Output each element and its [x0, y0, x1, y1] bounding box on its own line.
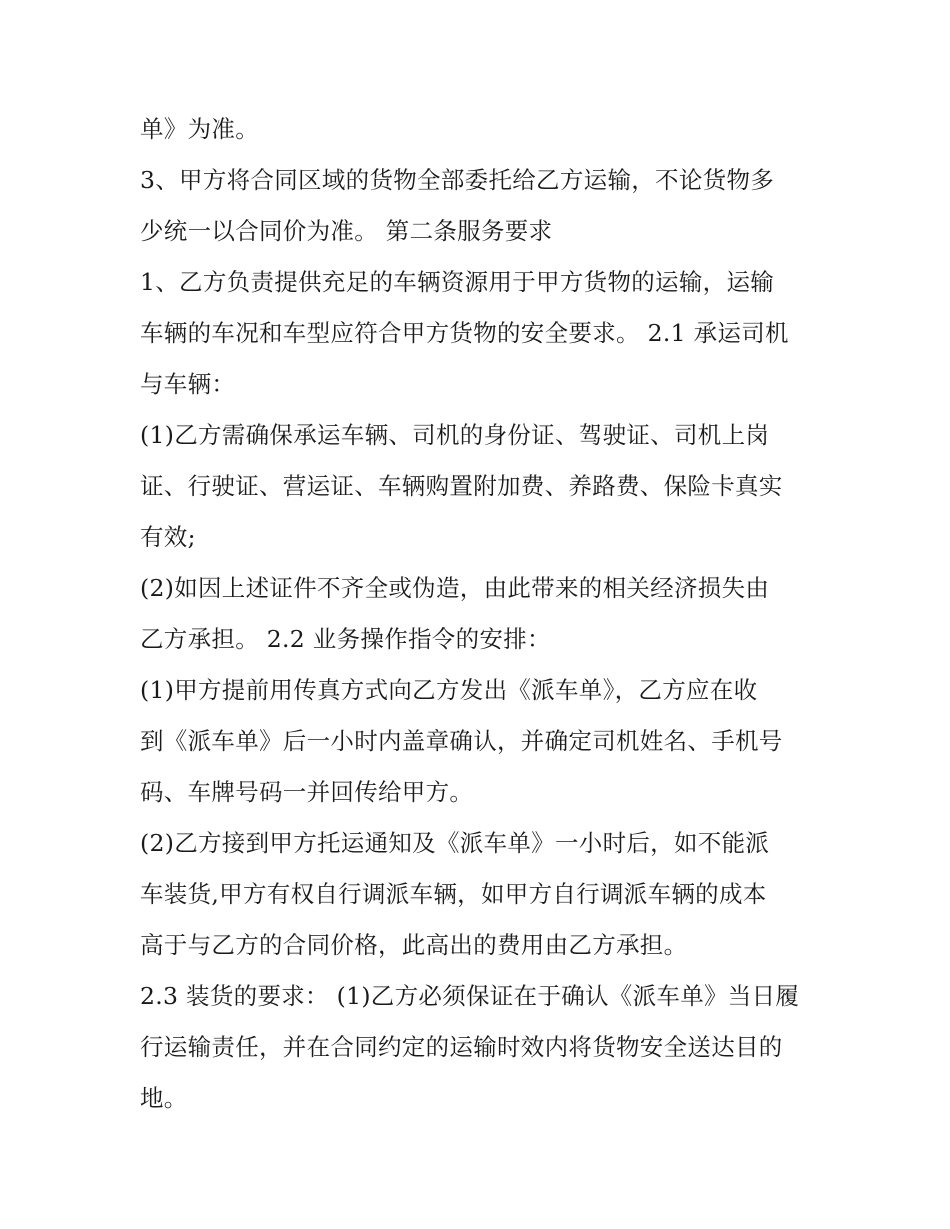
text-line: 车辆的车况和车型应符合甲方货物的安全要求。 2.1 承运司机: [140, 319, 789, 347]
text-line: 车装货,甲方有权自行调派车辆，如甲方自行调派车辆的成本: [140, 880, 767, 908]
text-line: 地。: [140, 1084, 188, 1112]
text-line: 码、车牌号码一并回传给甲方。: [140, 778, 474, 806]
text-line: 与车辆：: [140, 370, 236, 398]
text-line: 少统一以合同价为准。 第二条服务要求: [140, 217, 553, 245]
text-line: 高于与乙方的合同价格，此高出的费用由乙方承担。: [140, 931, 688, 959]
text-line: 3、甲方将合同区域的货物全部委托给乙方运输，不论货物多: [140, 166, 775, 194]
text-line: (2)乙方接到甲方托运通知及《派车单》一小时后，如不能派: [140, 829, 770, 857]
text-line: 证、行驶证、营运证、车辆购置附加费、养路费、保险卡真实: [140, 472, 783, 500]
text-line: 乙方承担。 2.2 业务操作指令的安排：: [140, 625, 551, 653]
text-line: 1、乙方负责提供充足的车辆资源用于甲方货物的运输，运输: [140, 268, 775, 296]
text-line: 2.3 装货的要求： (1)乙方必须保证在于确认《派车单》当日履: [140, 982, 800, 1010]
text-line: 到《派车单》后一小时内盖章确认，并确定司机姓名、手机号: [140, 727, 783, 755]
text-line: 有效;: [140, 523, 196, 551]
text-line: (1)乙方需确保承运车辆、司机的身份证、驾驶证、司机上岗: [140, 421, 770, 449]
text-line: 单》为准。: [140, 115, 259, 143]
text-line: (1)甲方提前用传真方式向乙方发出《派车单》，乙方应在收: [140, 676, 758, 704]
text-line: 行运输责任，并在合同约定的运输时效内将货物安全送达目的: [140, 1033, 783, 1061]
contract-text: [140, 104, 820, 1124]
text-line: (2)如因上述证件不齐全或伪造，由此带来的相关经济损失由: [140, 574, 770, 602]
